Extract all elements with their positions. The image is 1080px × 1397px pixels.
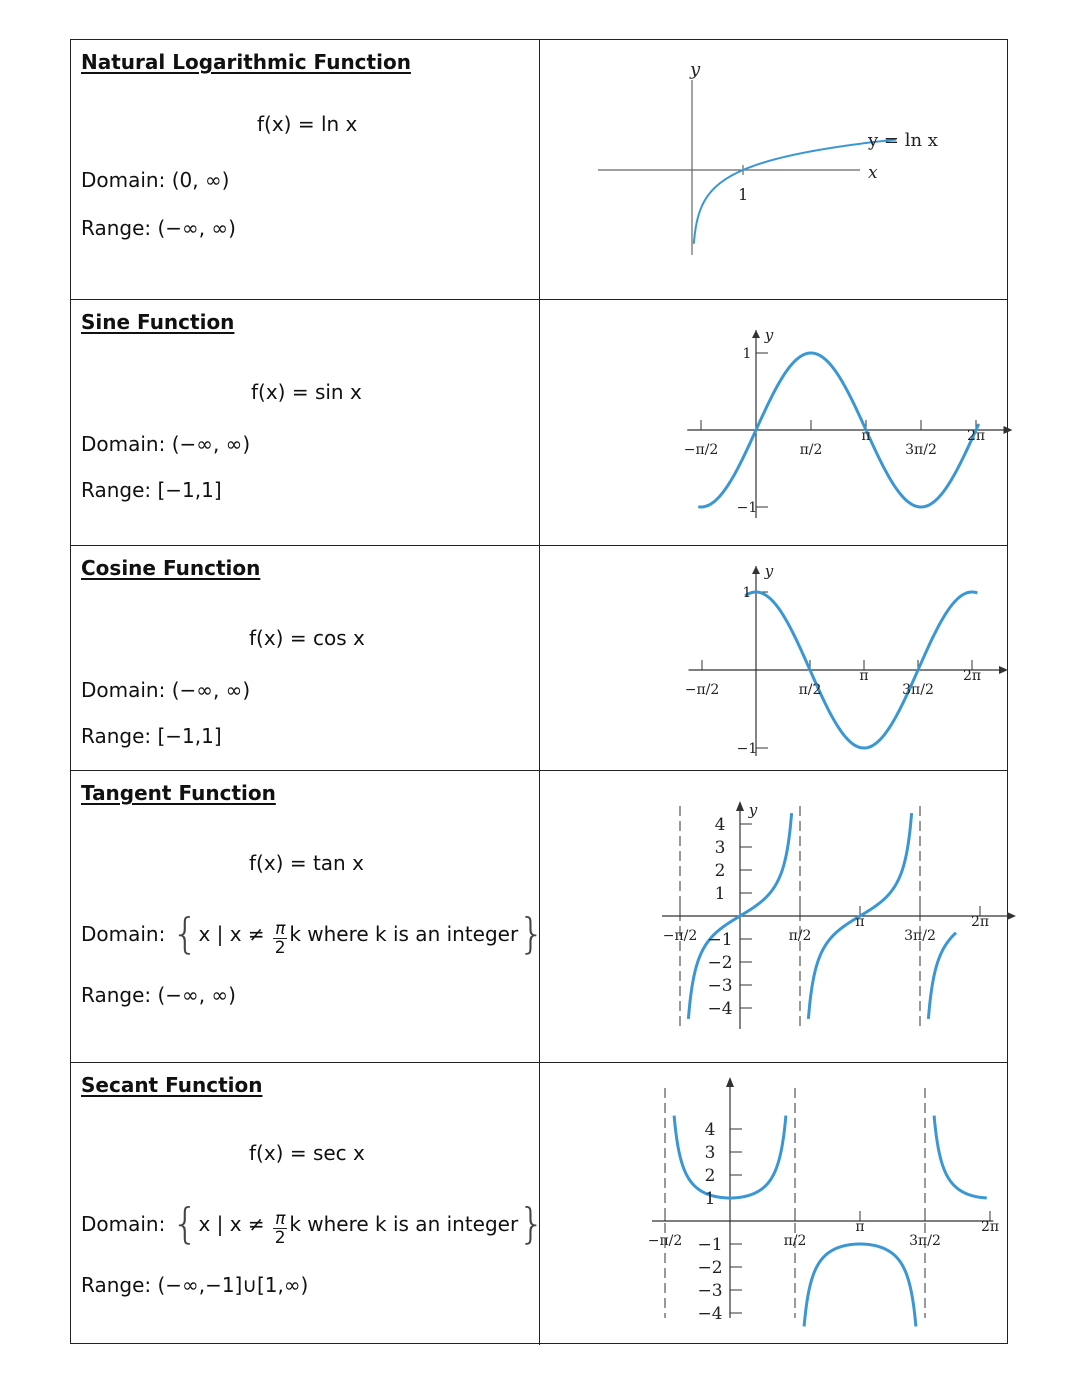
domain-line bbox=[81, 432, 250, 456]
y-tick-label-7: −4 bbox=[707, 999, 733, 1019]
range-label: Range: bbox=[81, 983, 152, 1007]
x-tick-label-1: π/2 bbox=[788, 928, 812, 944]
domain-label: Domain: bbox=[81, 1212, 166, 1236]
row-natural-log bbox=[71, 40, 1007, 300]
domain-line bbox=[81, 909, 545, 958]
x-tick-label-3: 3π/2 bbox=[909, 1233, 941, 1249]
x-tick-label-2: π bbox=[859, 668, 869, 684]
range-value: (−∞, ∞) bbox=[157, 983, 236, 1007]
frac-den: 2 bbox=[274, 1228, 286, 1248]
x-tick-label-4: 2π bbox=[966, 428, 986, 444]
x-tick-label-1: π/2 bbox=[799, 442, 823, 458]
x-tick-label-1: π/2 bbox=[783, 1233, 807, 1249]
x-tick-label-1: 1 bbox=[738, 185, 749, 204]
sine-axes bbox=[687, 330, 1012, 518]
formula: f(x) = sin x bbox=[251, 380, 362, 404]
x-axis-arrow bbox=[1004, 426, 1013, 434]
y-tick-label-0: 4 bbox=[704, 1120, 716, 1140]
x-tick-label-4: 2π bbox=[970, 914, 990, 930]
domain-label: Domain: bbox=[81, 678, 166, 702]
row-title: Natural Logarithmic Function bbox=[81, 50, 411, 74]
y-tick-label-1: 3 bbox=[714, 838, 726, 858]
domain-value: (0, ∞) bbox=[171, 168, 230, 192]
frac-num: π bbox=[275, 1209, 286, 1229]
y-tick-label-7: −4 bbox=[697, 1304, 723, 1324]
range-line bbox=[81, 1273, 308, 1297]
x-tick-label-3: 3π/2 bbox=[902, 682, 934, 698]
formula: f(x) = tan x bbox=[249, 851, 364, 875]
sine-tick-labels bbox=[684, 326, 985, 516]
x-tick-label-3: 3π/2 bbox=[904, 928, 936, 944]
domain-label: Domain: bbox=[81, 432, 166, 456]
y-tick-label-5: −2 bbox=[707, 953, 733, 973]
range-line bbox=[81, 216, 236, 240]
x-tick-label-0: −π/2 bbox=[647, 1233, 683, 1249]
x-tick-label-2: π bbox=[855, 1219, 865, 1235]
domain-prefix: x | x ≠ bbox=[198, 1212, 265, 1236]
domain-suffix: k where k is an integer bbox=[289, 1212, 519, 1236]
domain-value: (−∞, ∞) bbox=[171, 432, 251, 456]
row-sine-info bbox=[71, 300, 540, 545]
formula: f(x) = cos x bbox=[249, 626, 365, 650]
x-tick-label-0: −π/2 bbox=[683, 442, 719, 458]
x-tick-label-2: π bbox=[861, 428, 871, 444]
x-axis-label: x bbox=[868, 163, 878, 183]
range-line bbox=[81, 983, 236, 1007]
x-tick-label-4: 2π bbox=[962, 668, 982, 684]
domain-label: Domain: bbox=[81, 168, 166, 192]
y-tick-label-2: 2 bbox=[714, 861, 726, 881]
y-tick-label-1: 3 bbox=[704, 1143, 716, 1163]
cosine-axes bbox=[689, 566, 1009, 756]
ln-curve bbox=[694, 140, 896, 244]
row-secant-info bbox=[71, 1063, 545, 1345]
formula: f(x) = sec x bbox=[249, 1141, 365, 1165]
cosine-graph-svg bbox=[540, 546, 1008, 771]
open-brace: { bbox=[171, 909, 199, 958]
y-tick-label-0: 1 bbox=[742, 346, 752, 362]
range-value: (−∞,−1]∪[1,∞) bbox=[157, 1273, 309, 1297]
x-tick-label-2: π bbox=[855, 914, 865, 930]
y-tick-label-3: 1 bbox=[704, 1189, 716, 1209]
close-brace: } bbox=[518, 1199, 545, 1248]
domain-prefix: x | x ≠ bbox=[198, 922, 265, 946]
close-brace: } bbox=[518, 909, 545, 958]
row-title: Sine Function bbox=[81, 310, 235, 334]
x-tick-label-0: −π/2 bbox=[662, 928, 698, 944]
range-label: Range: bbox=[81, 216, 152, 240]
secant-tick-labels bbox=[648, 1120, 999, 1324]
x-tick-label-1: π/2 bbox=[798, 682, 822, 698]
domain-line bbox=[81, 678, 250, 702]
x-tick-label-3: 3π/2 bbox=[905, 442, 937, 458]
range-value: (−∞, ∞) bbox=[157, 216, 236, 240]
domain-value: (−∞, ∞) bbox=[171, 678, 251, 702]
secant-graph-svg bbox=[540, 1063, 1008, 1345]
row-sine bbox=[71, 300, 1007, 546]
row-title: Secant Function bbox=[81, 1073, 263, 1097]
graph-natural-log bbox=[540, 40, 1008, 299]
pi-over-two bbox=[273, 1210, 287, 1247]
x-axis-arrow bbox=[999, 666, 1008, 674]
graph-cosine bbox=[540, 546, 1008, 770]
y-tick-label-1: −1 bbox=[736, 500, 758, 516]
cosine-tick-labels bbox=[685, 562, 981, 757]
y-axis-arrow bbox=[726, 1077, 734, 1087]
ln-graph-svg bbox=[540, 40, 1008, 300]
range-value: [−1,1] bbox=[157, 724, 222, 748]
row-cosine-info bbox=[71, 546, 540, 770]
graph-secant bbox=[540, 1063, 1008, 1345]
graph-tangent bbox=[540, 771, 1008, 1062]
domain-label: Domain: bbox=[81, 922, 166, 946]
domain-suffix: k where k is an integer bbox=[289, 922, 519, 946]
open-brace: { bbox=[171, 1199, 199, 1248]
domain-line bbox=[81, 168, 229, 192]
y-axis-arrow bbox=[752, 566, 760, 574]
frac-den: 2 bbox=[274, 938, 286, 958]
y-tick-label-1: −1 bbox=[736, 741, 758, 757]
row-secant bbox=[71, 1063, 1007, 1345]
row-title: Cosine Function bbox=[81, 556, 261, 580]
row-tangent-info bbox=[71, 771, 545, 1062]
pi-over-two bbox=[273, 920, 287, 957]
y-tick-label-6: −3 bbox=[707, 976, 733, 996]
row-natural-log-info bbox=[71, 40, 540, 299]
graph-sine bbox=[540, 300, 1008, 545]
y-axis-arrow bbox=[752, 330, 760, 338]
y-axis-label: y bbox=[748, 801, 758, 819]
range-label: Range: bbox=[81, 478, 152, 502]
sine-graph-svg bbox=[540, 300, 1008, 546]
y-axis-label: y bbox=[690, 59, 701, 80]
y-tick-label-0: 1 bbox=[742, 585, 752, 601]
range-value: [−1,1] bbox=[157, 478, 222, 502]
y-tick-label-3: 1 bbox=[714, 884, 726, 904]
y-tick-label-2: 2 bbox=[704, 1166, 716, 1186]
y-tick-label-6: −3 bbox=[697, 1281, 723, 1301]
x-tick-label-0: −π/2 bbox=[684, 682, 720, 698]
y-tick-label-4: −1 bbox=[707, 930, 733, 950]
function-table bbox=[70, 39, 1008, 1344]
tangent-graph-svg bbox=[540, 771, 1008, 1063]
y-tick-label-0: 4 bbox=[714, 815, 726, 835]
range-label: Range: bbox=[81, 724, 152, 748]
y-axis-label: y bbox=[764, 562, 774, 580]
secant-branch-2 bbox=[934, 1116, 987, 1198]
x-tick-label-4: 2π bbox=[980, 1219, 1000, 1235]
y-axis-label: y bbox=[764, 326, 774, 344]
curve-label: y = ln x bbox=[868, 130, 938, 151]
tangent-branch-2 bbox=[928, 933, 956, 1019]
y-axis-arrow bbox=[736, 801, 744, 811]
x-axis-arrow bbox=[1007, 912, 1016, 920]
range-line bbox=[81, 478, 222, 502]
formula: f(x) = ln x bbox=[257, 112, 358, 136]
range-label: Range: bbox=[81, 1273, 152, 1297]
row-cosine bbox=[71, 546, 1007, 771]
domain-line bbox=[81, 1199, 545, 1248]
range-line bbox=[81, 724, 222, 748]
row-tangent bbox=[71, 771, 1007, 1063]
y-tick-label-5: −2 bbox=[697, 1258, 723, 1278]
row-title: Tangent Function bbox=[81, 781, 276, 805]
y-tick-label-4: −1 bbox=[697, 1235, 723, 1255]
tangent-tick-labels bbox=[663, 801, 989, 1019]
frac-num: π bbox=[275, 919, 286, 939]
secant-branch-1 bbox=[804, 1244, 916, 1326]
